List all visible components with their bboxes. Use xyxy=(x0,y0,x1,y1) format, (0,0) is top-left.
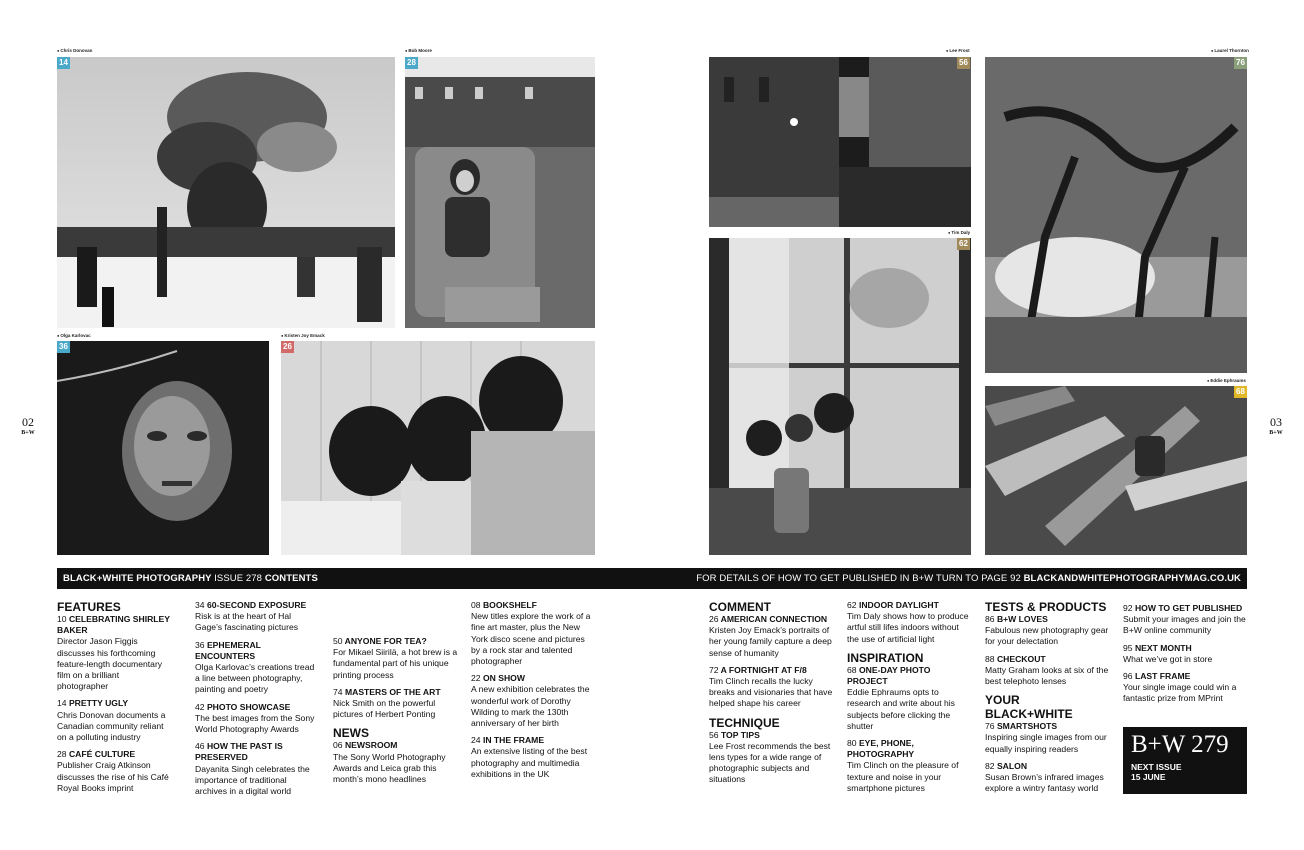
section-title-technique: TECHNIQUE xyxy=(709,715,780,730)
contents-item[interactable]: 76 SMARTSHOTS Inspiring single images from our equally inspiring readers xyxy=(985,721,1107,754)
contents-item[interactable]: 36 EPHEMERAL ENCOUNTERS Olga Karlovac’s creations tread a line between photography, painting and poetry xyxy=(195,639,315,695)
next-issue-box xyxy=(1123,727,1247,794)
contents-item[interactable]: 86 B+W LOVES Fabulous new photography gear for your delectation xyxy=(985,614,1109,647)
issue-number: ISSUE 278 xyxy=(214,573,263,584)
contents-item[interactable]: 74 MASTERS OF THE ART Nick Smith on the powerful pictures of Herbert Ponting xyxy=(333,686,441,720)
blurred-face-photo xyxy=(57,341,269,555)
page-badge: 76 xyxy=(1234,57,1247,69)
child-armchair-photo xyxy=(405,57,595,328)
publish-details: FOR DETAILS OF HOW TO GET PUBLISHED IN B+W TURN TO PAGE 92 xyxy=(696,573,1021,584)
photo-credit: ● Eddie Ephraums xyxy=(1207,378,1246,383)
contents-item[interactable]: 06 NEWSROOM The Sony World Photography Awards and Leica grab this month’s mono headlines xyxy=(333,740,446,785)
photo-credit: ● Olga Karlovac xyxy=(57,333,91,338)
next-issue-label: NEXT ISSUE xyxy=(1131,762,1182,772)
contents-item[interactable]: 26 AMERICAN CONNECTION Kristen Joy Emack’s portraits of her young family capture a deep sense of humanity xyxy=(709,614,832,658)
contents-column-6 xyxy=(847,600,972,800)
page-badge: 62 xyxy=(957,238,970,250)
next-issue-date: 15 JUNE xyxy=(1131,772,1166,782)
contents-item[interactable]: 50 ANYONE FOR TEA? For Mikael Siirilä, a hot brew is a fundamental part of his unique printing process xyxy=(333,636,458,680)
contents-column-1 xyxy=(57,600,172,800)
section-title-news: NEWS xyxy=(333,726,369,741)
contents-item[interactable]: 56 TOP TIPS Lee Frost recommends the best lens types for a wide range of photographic subjects and situations xyxy=(709,729,831,785)
contents-item[interactable]: 72 A FORTNIGHT AT F/8 Tim Clinch recalls the lucky breaks and visionaries that have helped shape his career xyxy=(709,664,833,709)
window-flowers-photo xyxy=(709,238,971,555)
folio-brand: B+W xyxy=(1269,430,1283,436)
page-badge: 68 xyxy=(1234,386,1247,398)
contents-item[interactable]: 88 CHECKOUT Matty Graham looks at six of the best telephoto lenses xyxy=(985,653,1109,687)
contents-item[interactable]: 95 NEXT MONTH What we’ve got in store xyxy=(1123,642,1213,664)
contents-column-5 xyxy=(709,600,834,792)
page-folio-right xyxy=(1264,415,1288,436)
contents-item[interactable]: 28 CAFÉ CULTURE Publisher Craig Atkinson discusses the rise of his Café Royal Books imprint xyxy=(57,749,169,793)
section-title-tests: TESTS & PRODUCTS xyxy=(985,600,1107,614)
photo-credit: ● Lee Frost xyxy=(946,48,970,53)
contents-column-8 xyxy=(1123,603,1249,711)
contents-item[interactable]: 96 LAST FRAME Your single image could win a fantastic prize from MPrint xyxy=(1123,671,1237,704)
venice-canal-night-photo xyxy=(709,57,971,227)
contents-item[interactable]: 82 SALON Susan Brown’s infrared images explore a wintry fantasy world xyxy=(985,760,1104,794)
page-badge: 28 xyxy=(405,57,418,69)
page-badge: 56 xyxy=(957,57,970,69)
contents-item[interactable]: 22 ON SHOW A new exhibition celebrates the wonderful work of Dorothy Wilding to mark the 130th anniversary of her birth xyxy=(471,673,590,729)
contents-label: CONTENTS xyxy=(264,573,318,584)
folio-brand: B+W xyxy=(21,430,35,436)
photo-credit: ● Bob Moore xyxy=(405,48,432,53)
steam-train-cemetery-photo xyxy=(57,57,395,328)
section-title-comment: COMMENT xyxy=(709,600,771,614)
photo-credit: ● Kristen Joy Emack xyxy=(281,333,325,338)
page-folio-left xyxy=(16,415,40,436)
contents-column-7 xyxy=(985,600,1110,800)
photo-credit: ● Chris Donovan xyxy=(57,48,92,53)
contents-column-4 xyxy=(471,600,596,786)
driftwood-debris-photo xyxy=(985,386,1247,555)
magazine-title: BLACK+WHITE PHOTOGRAPHY xyxy=(63,573,212,584)
website-link[interactable]: BLACKANDWHITEPHOTOGRAPHYMAG.CO.UK xyxy=(1023,573,1241,584)
contents-item[interactable]: 14 PRETTY UGLY Chris Donovan documents a Canadian community reliant on a polluting industry xyxy=(57,698,166,743)
contents-column-3 xyxy=(333,636,458,791)
page-number: 03 xyxy=(1270,415,1282,429)
contents-item[interactable]: 08 BOOKSHELF New titles explore the work of a fine art master, plus the New York disco scene and pictures by a rock star and talented photographer xyxy=(471,600,591,667)
page-badge: 26 xyxy=(281,341,294,353)
contents-item[interactable]: 34 60-SECOND EXPOSURE Risk is at the heart of Hal Gage’s fascinating pictures xyxy=(195,600,307,633)
contents-item[interactable]: 92 HOW TO GET PUBLISHED Submit your images and join the B+W online community xyxy=(1123,603,1246,636)
photo-credit: ● Laurel Thornton xyxy=(1211,48,1249,53)
contents-item[interactable]: 10 CELEBRATING SHIRLEY BAKER Director Jason Figgis discusses his forthcoming feature-length documentary film on a brilliant photographer xyxy=(57,614,170,692)
contents-item[interactable]: 42 PHOTO SHOWCASE The best images from the Sony World Photography Awards xyxy=(195,701,315,735)
braided-girls-photo xyxy=(281,341,595,555)
next-issue-logo: B+W 279 xyxy=(1131,731,1229,758)
page-badge: 14 xyxy=(57,57,70,69)
section-title-your-black-white: YOUR BLACK+WHITE xyxy=(985,693,1073,722)
section-title-features: FEATURES xyxy=(57,600,121,614)
contents-item[interactable]: 80 EYE, PHONE, PHOTOGRAPHY Tim Clinch on the pleasure of texture and noise in your smartphone pictures xyxy=(847,738,959,793)
contents-item[interactable]: 46 HOW THE PAST IS PRESERVED Dayanita Singh celebrates the importance of traditional archives in a digital world xyxy=(195,741,310,797)
section-title-inspiration: INSPIRATION xyxy=(847,650,924,665)
contents-header-bar xyxy=(57,568,1247,589)
contents-item[interactable]: 24 IN THE FRAME An extensive listing of the best photography and multimedia exhibitions in the UK xyxy=(471,735,588,779)
contents-item[interactable]: 62 INDOOR DAYLIGHT Tim Daly shows how to produce artful still lifes indoors without the use of artificial light xyxy=(847,600,969,644)
contents-column-2 xyxy=(195,600,320,803)
page-badge: 36 xyxy=(57,341,70,353)
photo-credit: ● Tim Daly xyxy=(948,230,970,235)
twisted-trees-photo xyxy=(985,57,1247,373)
page-number: 02 xyxy=(22,415,34,429)
contents-item[interactable]: 68 ONE-DAY PHOTO PROJECT Eddie Ephraums opts to research and write about his subjects before clicking the shutter xyxy=(847,664,955,731)
